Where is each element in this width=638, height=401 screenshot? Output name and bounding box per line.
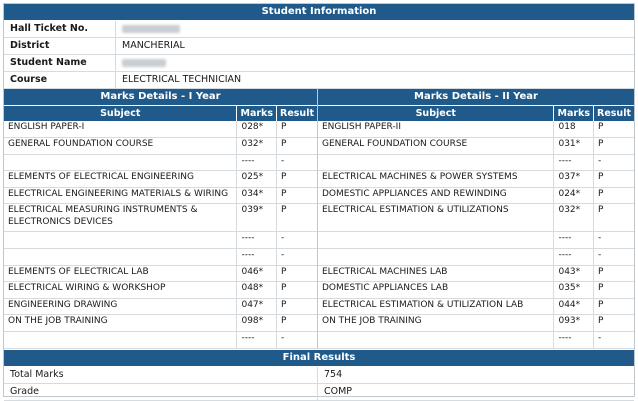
marks-cell: 032* bbox=[554, 204, 594, 232]
table-row bbox=[4, 138, 317, 155]
result-cell: P bbox=[277, 171, 317, 188]
info-label: District bbox=[4, 38, 116, 54]
subject-cell: ELECTRICAL MEASURING INSTRUMENTS & ELECTRONICS DEVICES bbox=[4, 204, 237, 232]
col-subject: Subject bbox=[318, 106, 554, 121]
marks-cell: ---- bbox=[237, 249, 277, 266]
year1-section bbox=[4, 89, 318, 349]
marks-cell: ---- bbox=[237, 332, 277, 349]
col-result: Result bbox=[277, 106, 317, 121]
final-value: COMP bbox=[324, 385, 353, 397]
result-cell: P bbox=[277, 282, 317, 299]
marks-cell: 047* bbox=[237, 298, 277, 315]
table-row bbox=[4, 187, 317, 204]
result-cell: P bbox=[594, 315, 634, 332]
result-cell: P bbox=[594, 298, 634, 315]
result-cell: - bbox=[594, 232, 634, 249]
table-row bbox=[4, 204, 317, 232]
subject-cell: DOMESTIC APPLIANCES LAB bbox=[318, 282, 554, 299]
table-row bbox=[4, 332, 317, 349]
marks-cell: 035* bbox=[554, 282, 594, 299]
col-result: Result bbox=[594, 106, 634, 121]
marks-cell: ---- bbox=[237, 232, 277, 249]
table-row bbox=[318, 204, 634, 232]
table-row bbox=[4, 315, 317, 332]
info-label: Student Name bbox=[4, 55, 116, 71]
table-row bbox=[4, 249, 317, 266]
result-cell: P bbox=[277, 298, 317, 315]
final-row-grade bbox=[4, 384, 634, 401]
marks-cell: 093* bbox=[554, 315, 594, 332]
result-cell: P bbox=[277, 187, 317, 204]
subject-cell: ELECTRICAL MACHINES & POWER SYSTEMS bbox=[318, 171, 554, 188]
marks-cell: 018 bbox=[554, 121, 594, 138]
result-cell: P bbox=[594, 282, 634, 299]
table-row bbox=[4, 121, 317, 138]
table-row bbox=[318, 187, 634, 204]
info-row-student-name bbox=[4, 55, 634, 72]
table-row bbox=[318, 298, 634, 315]
result-cell: P bbox=[594, 187, 634, 204]
marks-cell: 024* bbox=[554, 187, 594, 204]
marks-cell: 048* bbox=[237, 282, 277, 299]
subject-cell: GENERAL FOUNDATION COURSE bbox=[4, 138, 237, 155]
subject-cell bbox=[318, 232, 554, 249]
table-row bbox=[4, 282, 317, 299]
student-info-header: Student Information bbox=[4, 4, 634, 21]
result-cell: P bbox=[594, 121, 634, 138]
subject-cell: ENGLISH PAPER-II bbox=[318, 121, 554, 138]
table-row bbox=[318, 138, 634, 155]
marks-cell: 032* bbox=[237, 138, 277, 155]
year1-header: Marks Details - I Year bbox=[4, 89, 317, 106]
col-marks: Marks bbox=[237, 106, 277, 121]
marks-cell: 046* bbox=[237, 265, 277, 282]
final-value: 754 bbox=[324, 368, 343, 380]
marks-cell: 025* bbox=[237, 171, 277, 188]
results-panel bbox=[3, 3, 635, 397]
subject-cell bbox=[4, 232, 237, 249]
subject-cell bbox=[4, 249, 237, 266]
subject-cell: ON THE JOB TRAINING bbox=[318, 315, 554, 332]
subject-cell: ELECTRICAL ESTIMATION & UTILIZATIONS bbox=[318, 204, 554, 232]
marks-cell: ---- bbox=[237, 154, 277, 171]
result-cell: P bbox=[594, 171, 634, 188]
marks-cell: ---- bbox=[554, 154, 594, 171]
table-row bbox=[318, 232, 634, 249]
info-row-hall-ticket bbox=[4, 21, 634, 38]
table-row bbox=[4, 154, 317, 171]
result-cell: P bbox=[594, 138, 634, 155]
subject-cell: ELEMENTS OF ELECTRICAL ENGINEERING bbox=[4, 171, 237, 188]
table-row bbox=[318, 171, 634, 188]
info-value: MANCHERIAL bbox=[122, 40, 185, 51]
year2-section bbox=[318, 89, 634, 349]
subject-cell bbox=[318, 249, 554, 266]
info-label: Course bbox=[4, 72, 116, 88]
result-cell: - bbox=[277, 232, 317, 249]
subject-cell: ENGINEERING DRAWING bbox=[4, 298, 237, 315]
subject-cell: DOMESTIC APPLIANCES AND REWINDING bbox=[318, 187, 554, 204]
subject-cell: ENGLISH PAPER-I bbox=[4, 121, 237, 138]
year2-header: Marks Details - II Year bbox=[318, 89, 634, 106]
result-cell: - bbox=[594, 154, 634, 171]
subject-cell: ELECTRICAL WIRING & WORKSHOP bbox=[4, 282, 237, 299]
table-row bbox=[318, 332, 634, 349]
result-cell: P bbox=[277, 315, 317, 332]
subject-cell bbox=[318, 332, 554, 349]
table-row bbox=[318, 249, 634, 266]
subject-cell: GENERAL FOUNDATION COURSE bbox=[318, 138, 554, 155]
info-value: ELECTRICAL TECHNICIAN bbox=[122, 74, 242, 85]
col-subject: Subject bbox=[4, 106, 237, 121]
table-row bbox=[318, 315, 634, 332]
table-row bbox=[4, 298, 317, 315]
marks-cell: 034* bbox=[237, 187, 277, 204]
subject-cell: ELEMENTS OF ELECTRICAL LAB bbox=[4, 265, 237, 282]
result-cell: P bbox=[277, 138, 317, 155]
table-row bbox=[4, 171, 317, 188]
marks-cell: 031* bbox=[554, 138, 594, 155]
subject-cell bbox=[318, 154, 554, 171]
marks-cell: ---- bbox=[554, 232, 594, 249]
year2-table bbox=[318, 106, 634, 349]
result-cell: P bbox=[277, 121, 317, 138]
subject-cell: ON THE JOB TRAINING bbox=[4, 315, 237, 332]
result-cell: - bbox=[277, 249, 317, 266]
table-row bbox=[4, 265, 317, 282]
result-cell: P bbox=[594, 204, 634, 232]
table-row bbox=[318, 154, 634, 171]
final-label: Total Marks bbox=[4, 367, 318, 383]
info-row-course bbox=[4, 72, 634, 89]
subject-cell bbox=[4, 154, 237, 171]
year1-table bbox=[4, 106, 317, 349]
subject-cell: ELECTRICAL ENGINEERING MATERIALS & WIRING bbox=[4, 187, 237, 204]
marks-details bbox=[4, 89, 634, 349]
info-row-district bbox=[4, 38, 634, 55]
marks-cell: ---- bbox=[554, 249, 594, 266]
marks-cell: 028* bbox=[237, 121, 277, 138]
marks-cell: 037* bbox=[554, 171, 594, 188]
table-row bbox=[318, 265, 634, 282]
marks-cell: 043* bbox=[554, 265, 594, 282]
marks-cell: 098* bbox=[237, 315, 277, 332]
subject-cell: ELECTRICAL ESTIMATION & UTILIZATION LAB bbox=[318, 298, 554, 315]
marks-cell: 039* bbox=[237, 204, 277, 232]
final-label: Grade bbox=[4, 384, 318, 400]
info-value bbox=[116, 55, 634, 71]
table-row bbox=[318, 121, 634, 138]
result-cell: - bbox=[594, 332, 634, 349]
table-row bbox=[318, 282, 634, 299]
final-results-header: Final Results bbox=[4, 349, 634, 367]
result-cell: - bbox=[277, 154, 317, 171]
col-marks: Marks bbox=[554, 106, 594, 121]
result-cell: P bbox=[277, 204, 317, 232]
result-cell: P bbox=[277, 265, 317, 282]
redacted-hall-ticket bbox=[122, 25, 180, 33]
subject-cell: ELECTRICAL MACHINES LAB bbox=[318, 265, 554, 282]
final-row-total bbox=[4, 367, 634, 384]
result-cell: - bbox=[277, 332, 317, 349]
info-value bbox=[116, 21, 634, 37]
marks-cell: ---- bbox=[554, 332, 594, 349]
subject-cell bbox=[4, 332, 237, 349]
result-cell: - bbox=[594, 249, 634, 266]
result-cell: P bbox=[594, 265, 634, 282]
marks-cell: 044* bbox=[554, 298, 594, 315]
info-label: Hall Ticket No. bbox=[4, 21, 116, 37]
redacted-student-name bbox=[122, 59, 166, 67]
table-row bbox=[4, 232, 317, 249]
